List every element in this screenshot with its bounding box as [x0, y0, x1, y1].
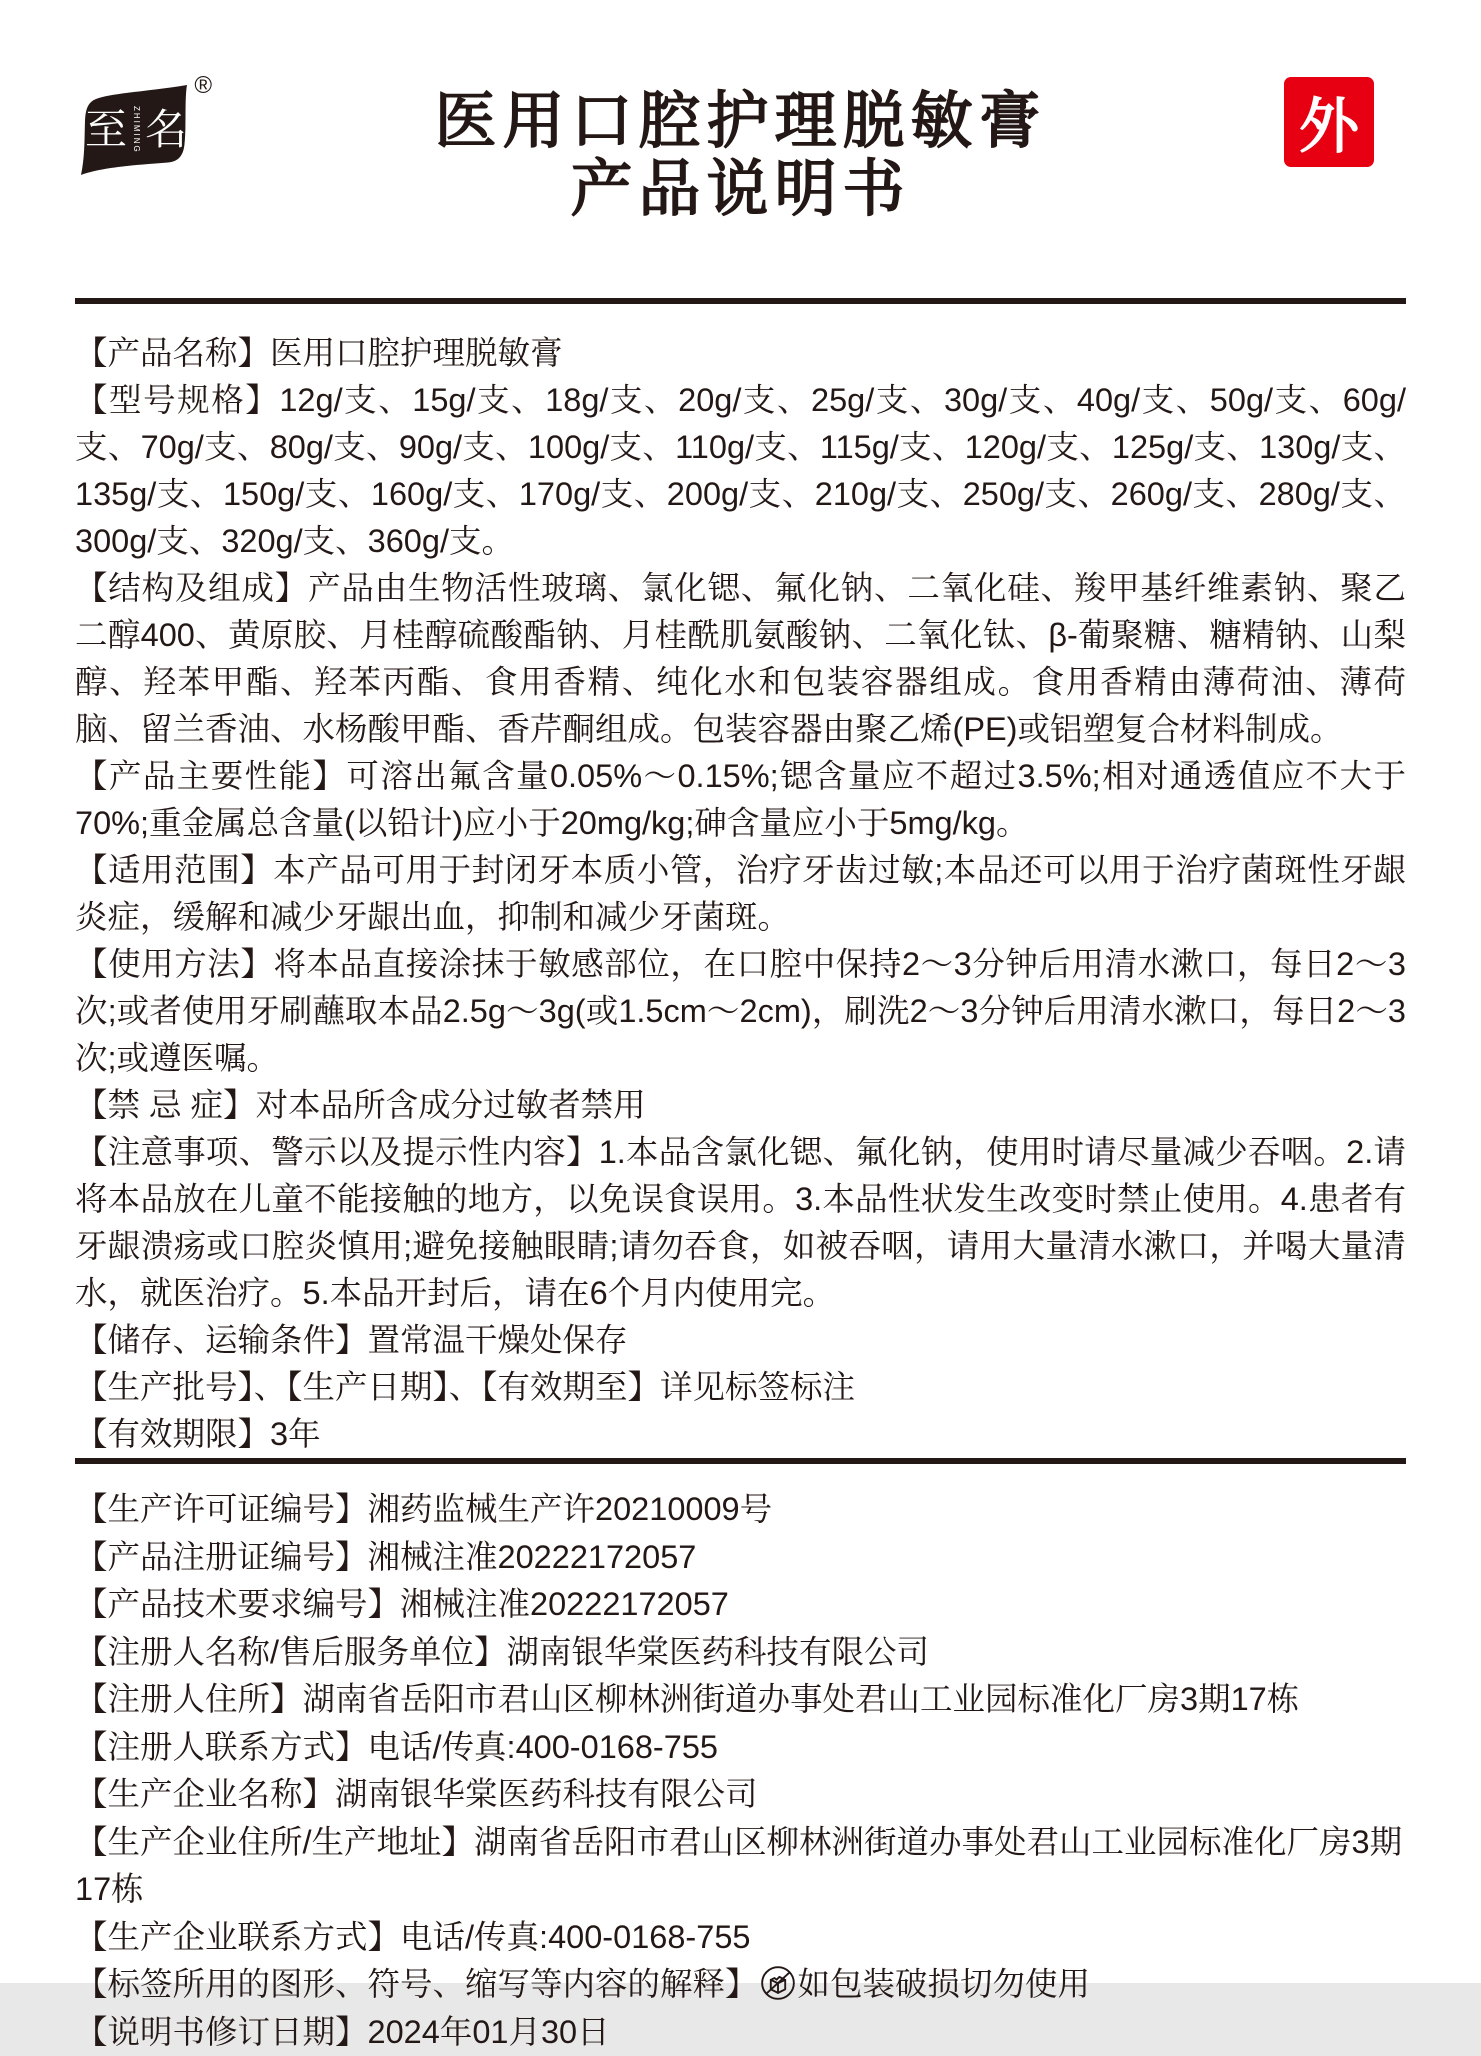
external-use-badge — [1284, 77, 1374, 167]
section-content: 湘械注准20222172057 — [368, 1539, 697, 1575]
section-label: 【有效期限】 — [75, 1416, 270, 1452]
section-registrant-contact — [75, 1724, 1406, 1772]
section-content: 12g/支、15g/支、18g/支、20g/支、25g/支、30g/支、40g/支、50g/支、60g/支、70g/支、80g/支、90g/支、100g/支、110g/支、115g/支、120g/支、125g/支、130g/支、135g/支、150g/支、160g/支、170g/支、200g/支、210g/支、250g/支、260g/支、280g/支、300g/支、320g/支、360g/支。 — [75, 382, 1406, 559]
logo-char-left: 至 — [85, 109, 127, 151]
broken-package-icon — [760, 1965, 796, 2001]
title-line-1: 医用口腔护理脱敏膏 — [0, 88, 1481, 156]
section-label: 【生产企业名称】 — [75, 1776, 335, 1812]
section-composition — [75, 565, 1406, 753]
section-label: 【注册人住所】 — [75, 1681, 303, 1717]
page-title — [0, 88, 1481, 224]
section-label: 【储存、运输条件】 — [75, 1322, 368, 1358]
section-content: 湖南省岳阳市君山区柳林洲街道办事处君山工业园标准化厂房3期17栋 — [75, 1824, 1402, 1908]
section-label: 【注册人名称/售后服务单位】 — [75, 1634, 507, 1670]
section-label: 【说明书修订日期】 — [75, 2014, 368, 2050]
section-scope-of-use — [75, 847, 1406, 941]
section-precautions — [75, 1129, 1406, 1317]
section-content: 湖南银华棠医药科技有限公司 — [335, 1776, 758, 1812]
section-label: 【使用方法】 — [75, 946, 273, 982]
section-label: 【生产批号】、【生产日期】、【有效期至】 — [75, 1369, 660, 1405]
section-content: 医用口腔护理脱敏膏 — [270, 335, 563, 371]
section-label: 【注意事项、警示以及提示性内容】 — [75, 1134, 599, 1170]
section-contraindication — [75, 1082, 1406, 1129]
section-content: 电话/传真:400-0168-755 — [368, 1729, 718, 1765]
section-content: 详见标签标注 — [660, 1369, 855, 1405]
section-content: 2024年01月30日 — [368, 2014, 610, 2050]
section-content: 将本品直接涂抹于敏感部位，在口腔中保持2～3分钟后用清水漱口，每日2～3次;或者使用牙刷蘸取本品2.5g～3g(或1.5cm～2cm)，刷洗2～3分钟后用清水漱口，每日2～3次;或遵医嘱。 — [75, 946, 1406, 1076]
section-content: 本产品可用于封闭牙本质小管，治疗牙齿过敏;本品还可以用于治疗菌斑性牙龈炎症，缓解和减少牙龈出血，抑制和减少牙菌斑。 — [75, 852, 1406, 935]
title-line-2: 产品说明书 — [0, 156, 1481, 224]
section-validity-period — [75, 1411, 1406, 1458]
section-storage — [75, 1317, 1406, 1364]
section-symbol-explanation — [75, 1961, 1406, 2009]
section-label: 【注册人联系方式】 — [75, 1729, 368, 1765]
section-batch-info — [75, 1364, 1406, 1411]
section-content: 电话/传真:400-0168-755 — [400, 1919, 750, 1955]
section-product-name — [75, 330, 1406, 377]
section-label: 【产品名称】 — [75, 335, 270, 371]
section-content: 置常温干燥处保存 — [368, 1322, 628, 1358]
header — [0, 0, 1481, 298]
section-registrant-address — [75, 1676, 1406, 1724]
logo-subtext: ZHIMING — [132, 106, 140, 154]
section-label: 【型号规格】 — [75, 382, 279, 418]
registered-trademark-icon: ® — [194, 72, 212, 100]
section-label: 【生产企业联系方式】 — [75, 1919, 400, 1955]
section-production-license — [75, 1486, 1406, 1534]
section-content: 对本品所含成分过敏者禁用 — [256, 1087, 646, 1123]
section-label: 【产品技术要求编号】 — [75, 1586, 400, 1622]
section-label: 【生产企业住所/生产地址】 — [75, 1824, 474, 1860]
section-manufacturer-name — [75, 1771, 1406, 1819]
section-revision-date — [75, 2009, 1406, 2056]
section-label: 【结构及组成】 — [75, 570, 308, 606]
external-use-badge-label: 外 — [1299, 79, 1359, 165]
logo-char-right: 名 — [145, 109, 187, 151]
section-content: 湘药监械生产许20210009号 — [368, 1491, 773, 1527]
section-label: 【禁 忌 症】 — [75, 1087, 256, 1123]
section-content: 湖南银华棠医药科技有限公司 — [507, 1634, 930, 1670]
section-content: 3年 — [270, 1416, 321, 1452]
section-label: 【产品注册证编号】 — [75, 1539, 368, 1575]
section-content: 如包装破损切勿使用 — [798, 1966, 1091, 2002]
section-content: 可溶出氟含量0.05%～0.15%;锶含量应不超过3.5%;相对通透值应不大于70%;重金属总含量(以铅计)应小于20mg/kg;砷含量应小于5mg/kg。 — [75, 758, 1406, 841]
main-sections — [75, 304, 1406, 1458]
section-label: 【生产许可证编号】 — [75, 1491, 368, 1527]
section-registration-cert — [75, 1534, 1406, 1582]
section-usage-method — [75, 941, 1406, 1082]
regulatory-sections — [75, 1464, 1406, 2056]
section-content: 湘械注准20222172057 — [400, 1586, 729, 1622]
section-label: 【适用范围】 — [75, 852, 273, 888]
section-label: 【标签所用的图形、符号、缩写等内容的解释】 — [75, 1966, 758, 2002]
section-label: 【产品主要性能】 — [75, 758, 346, 794]
section-content: 产品由生物活性玻璃、氯化锶、氟化钠、二氧化硅、羧甲基纤维素钠、聚乙二醇400、黄原胶、月桂醇硫酸酯钠、月桂酰肌氨酸钠、二氧化钛、β-葡聚糖、糖精钠、山梨醇、羟苯甲酯、羟苯丙酯、食用香精、纯化水和包装容器组成。食用香精由薄荷油、薄荷脑、留兰香油、水杨酸甲酯、香芹酮组成。包装容器由聚乙烯(PE)或铝塑复合材料制成。 — [75, 570, 1406, 747]
section-manufacturer-contact — [75, 1914, 1406, 1962]
section-content: 1.本品含氯化锶、氟化钠，使用时请尽量减少吞咽。2.请将本品放在儿童不能接触的地方，以免误食误用。3.本品性状发生改变时禁止使用。4.患者有牙龈溃疡或口腔炎慎用;避免接触眼睛;请勿吞食，如被吞咽，请用大量清水漱口，并喝大量清水，就医治疗。5.本品开封后，请在6个月内使用完。 — [75, 1134, 1406, 1311]
section-performance — [75, 753, 1406, 847]
section-manufacturer-address — [75, 1819, 1406, 1914]
section-model-spec — [75, 377, 1406, 565]
section-content: 湖南省岳阳市君山区柳林洲街道办事处君山工业园标准化厂房3期17栋 — [303, 1681, 1300, 1717]
section-registrant-name — [75, 1629, 1406, 1677]
section-tech-requirement — [75, 1581, 1406, 1629]
